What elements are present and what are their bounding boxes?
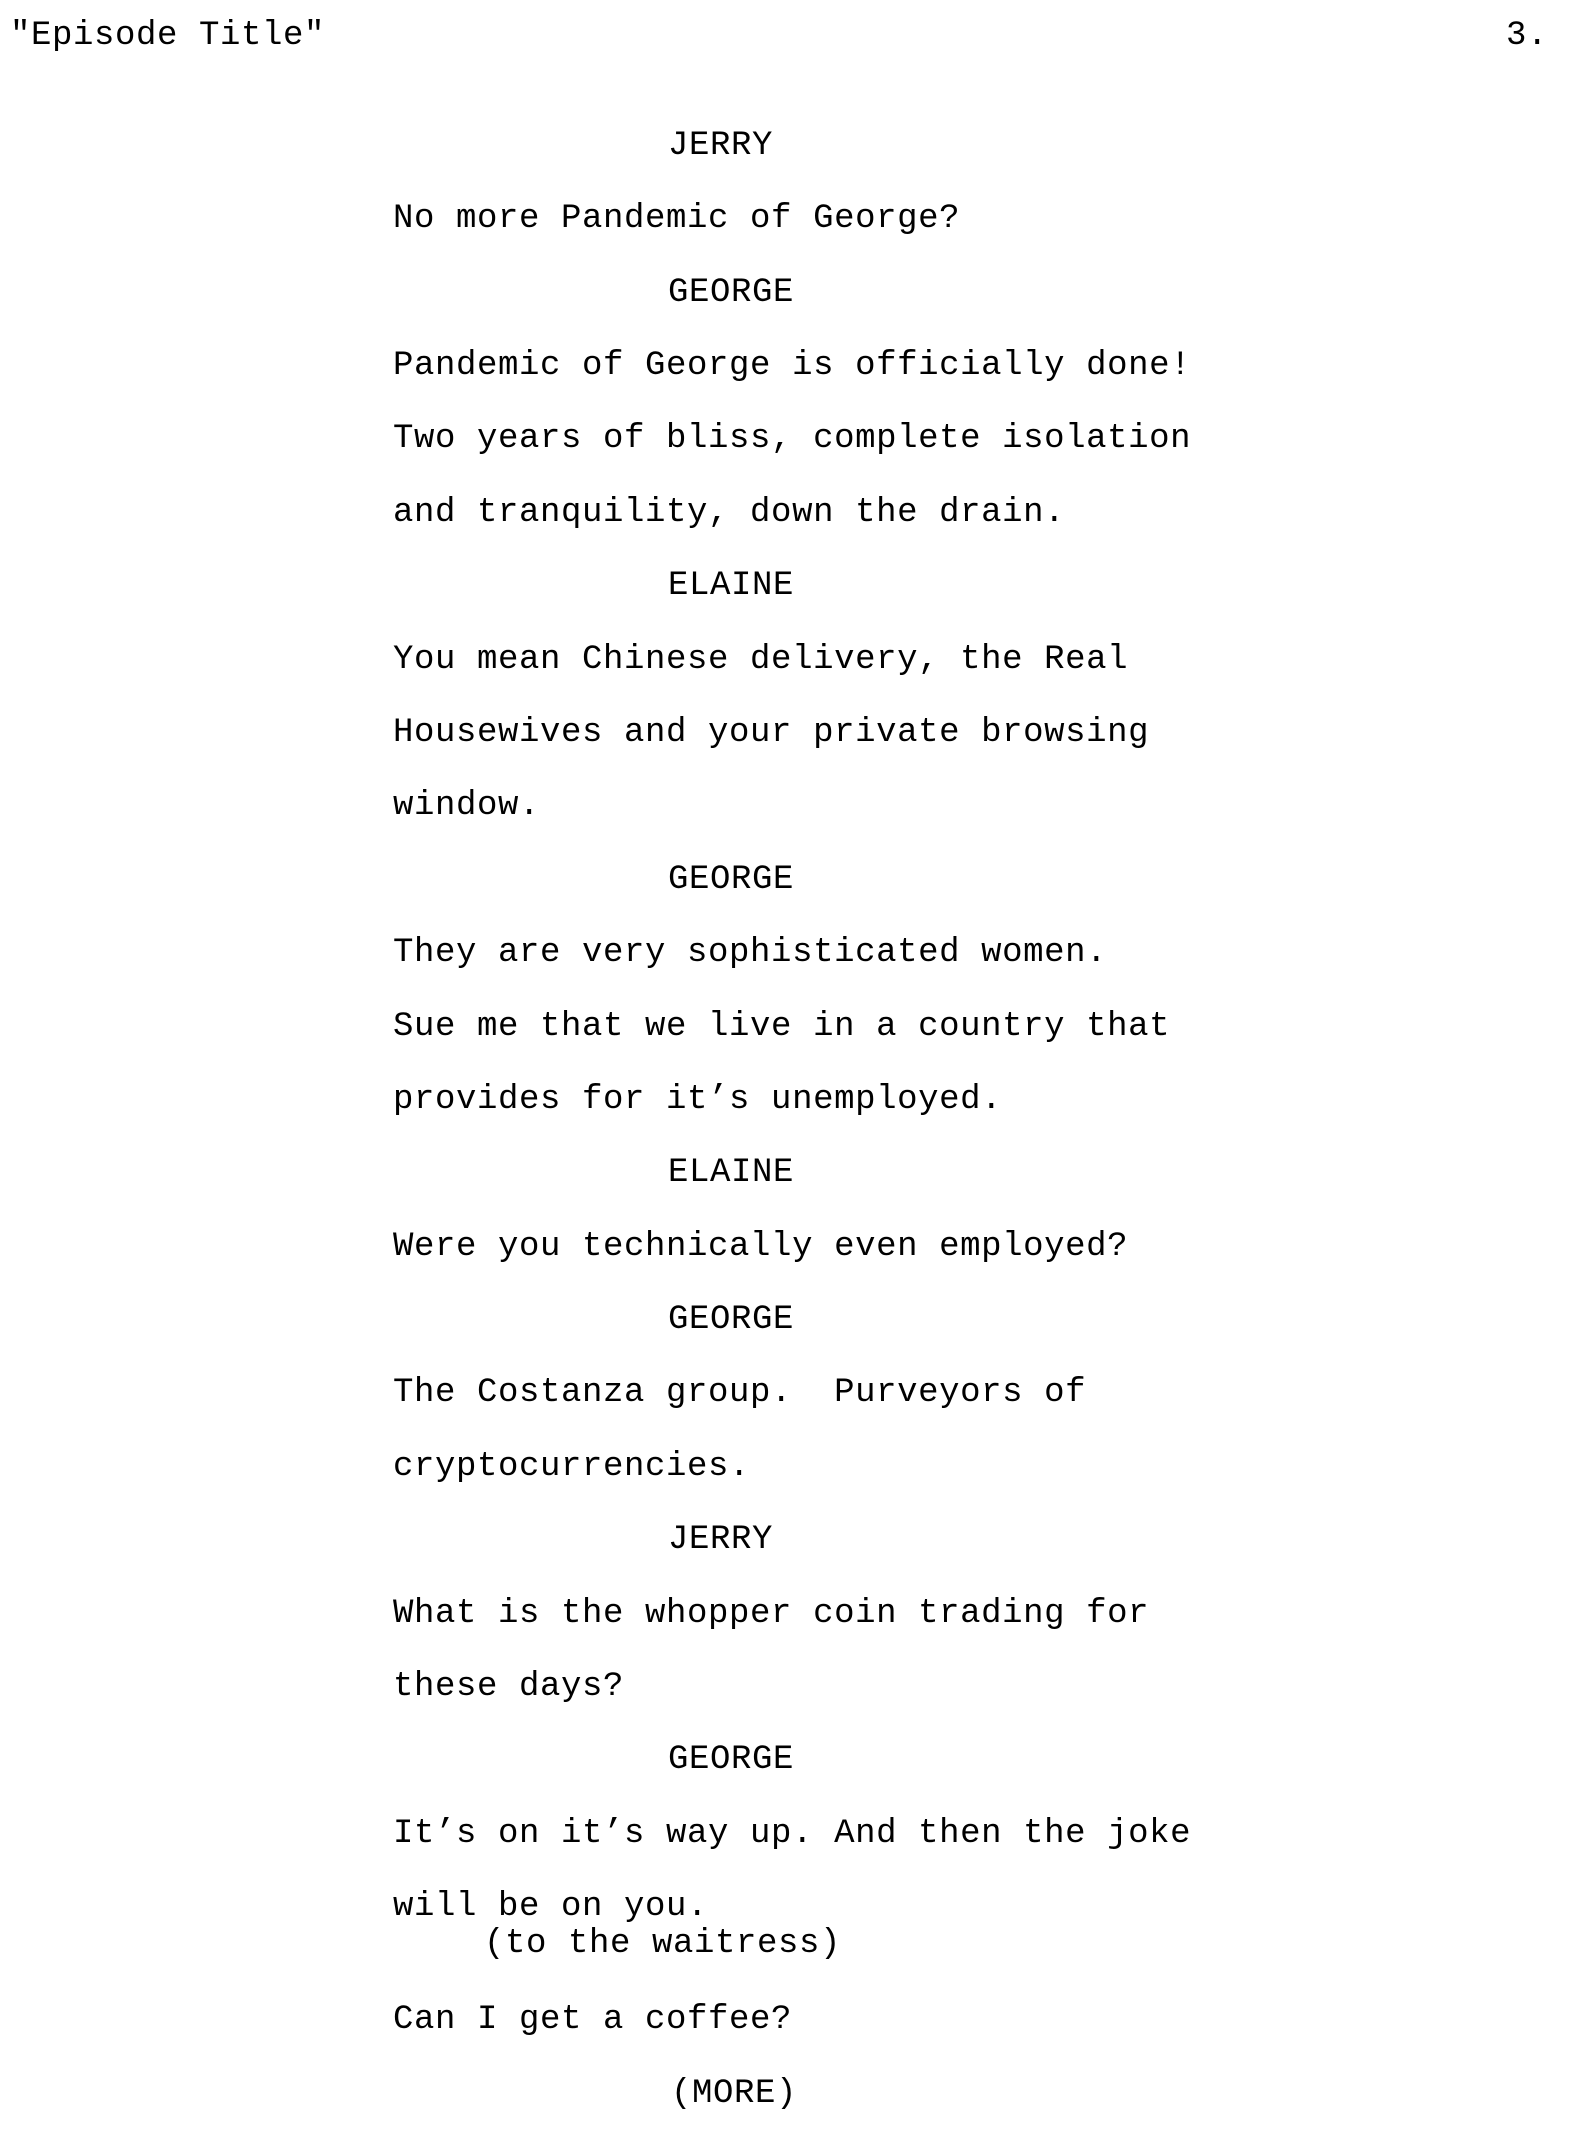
- character-cue: GEORGE: [668, 1741, 795, 1779]
- dialogue-line: cryptocurrencies.: [393, 1448, 751, 1486]
- dialogue-line: these days?: [393, 1668, 625, 1706]
- dialogue-line: Were you technically even employed?: [393, 1228, 1129, 1266]
- character-cue: GEORGE: [668, 861, 795, 899]
- page-number: 3.: [1505, 17, 1548, 55]
- dialogue-line: You mean Chinese delivery, the Real: [393, 641, 1129, 679]
- dialogue-line: No more Pandemic of George?: [393, 200, 961, 238]
- dialogue-line: will be on you.: [393, 1888, 709, 1926]
- character-cue: JERRY: [668, 1521, 774, 1559]
- parenthetical: (to the waitress): [484, 1925, 842, 1963]
- character-cue: ELAINE: [668, 1154, 795, 1192]
- dialogue-line: Sue me that we live in a country that: [393, 1008, 1171, 1046]
- dialogue-line: What is the whopper coin trading for: [393, 1595, 1150, 1633]
- dialogue-line: The Costanza group. Purveyors of: [393, 1374, 1087, 1412]
- more-marker: (MORE): [671, 2075, 798, 2113]
- character-cue: GEORGE: [668, 274, 795, 312]
- character-cue: JERRY: [668, 127, 774, 165]
- dialogue-line: window.: [393, 787, 541, 825]
- episode-title: "Episode Title": [10, 17, 326, 55]
- dialogue-line: Pandemic of George is officially done!: [393, 347, 1192, 385]
- dialogue-line: Housewives and your private browsing: [393, 714, 1150, 752]
- dialogue-line: and tranquility, down the drain.: [393, 494, 1066, 532]
- dialogue-line: It’s on it’s way up. And then the joke: [393, 1815, 1192, 1853]
- character-cue: GEORGE: [668, 1301, 795, 1339]
- dialogue-line: provides for it’s unemployed.: [393, 1081, 1003, 1119]
- dialogue-line: They are very sophisticated women.: [393, 934, 1108, 972]
- dialogue-line: Can I get a coffee?: [393, 2001, 793, 2039]
- dialogue-line: Two years of bliss, complete isolation: [393, 420, 1192, 458]
- character-cue: ELAINE: [668, 567, 795, 605]
